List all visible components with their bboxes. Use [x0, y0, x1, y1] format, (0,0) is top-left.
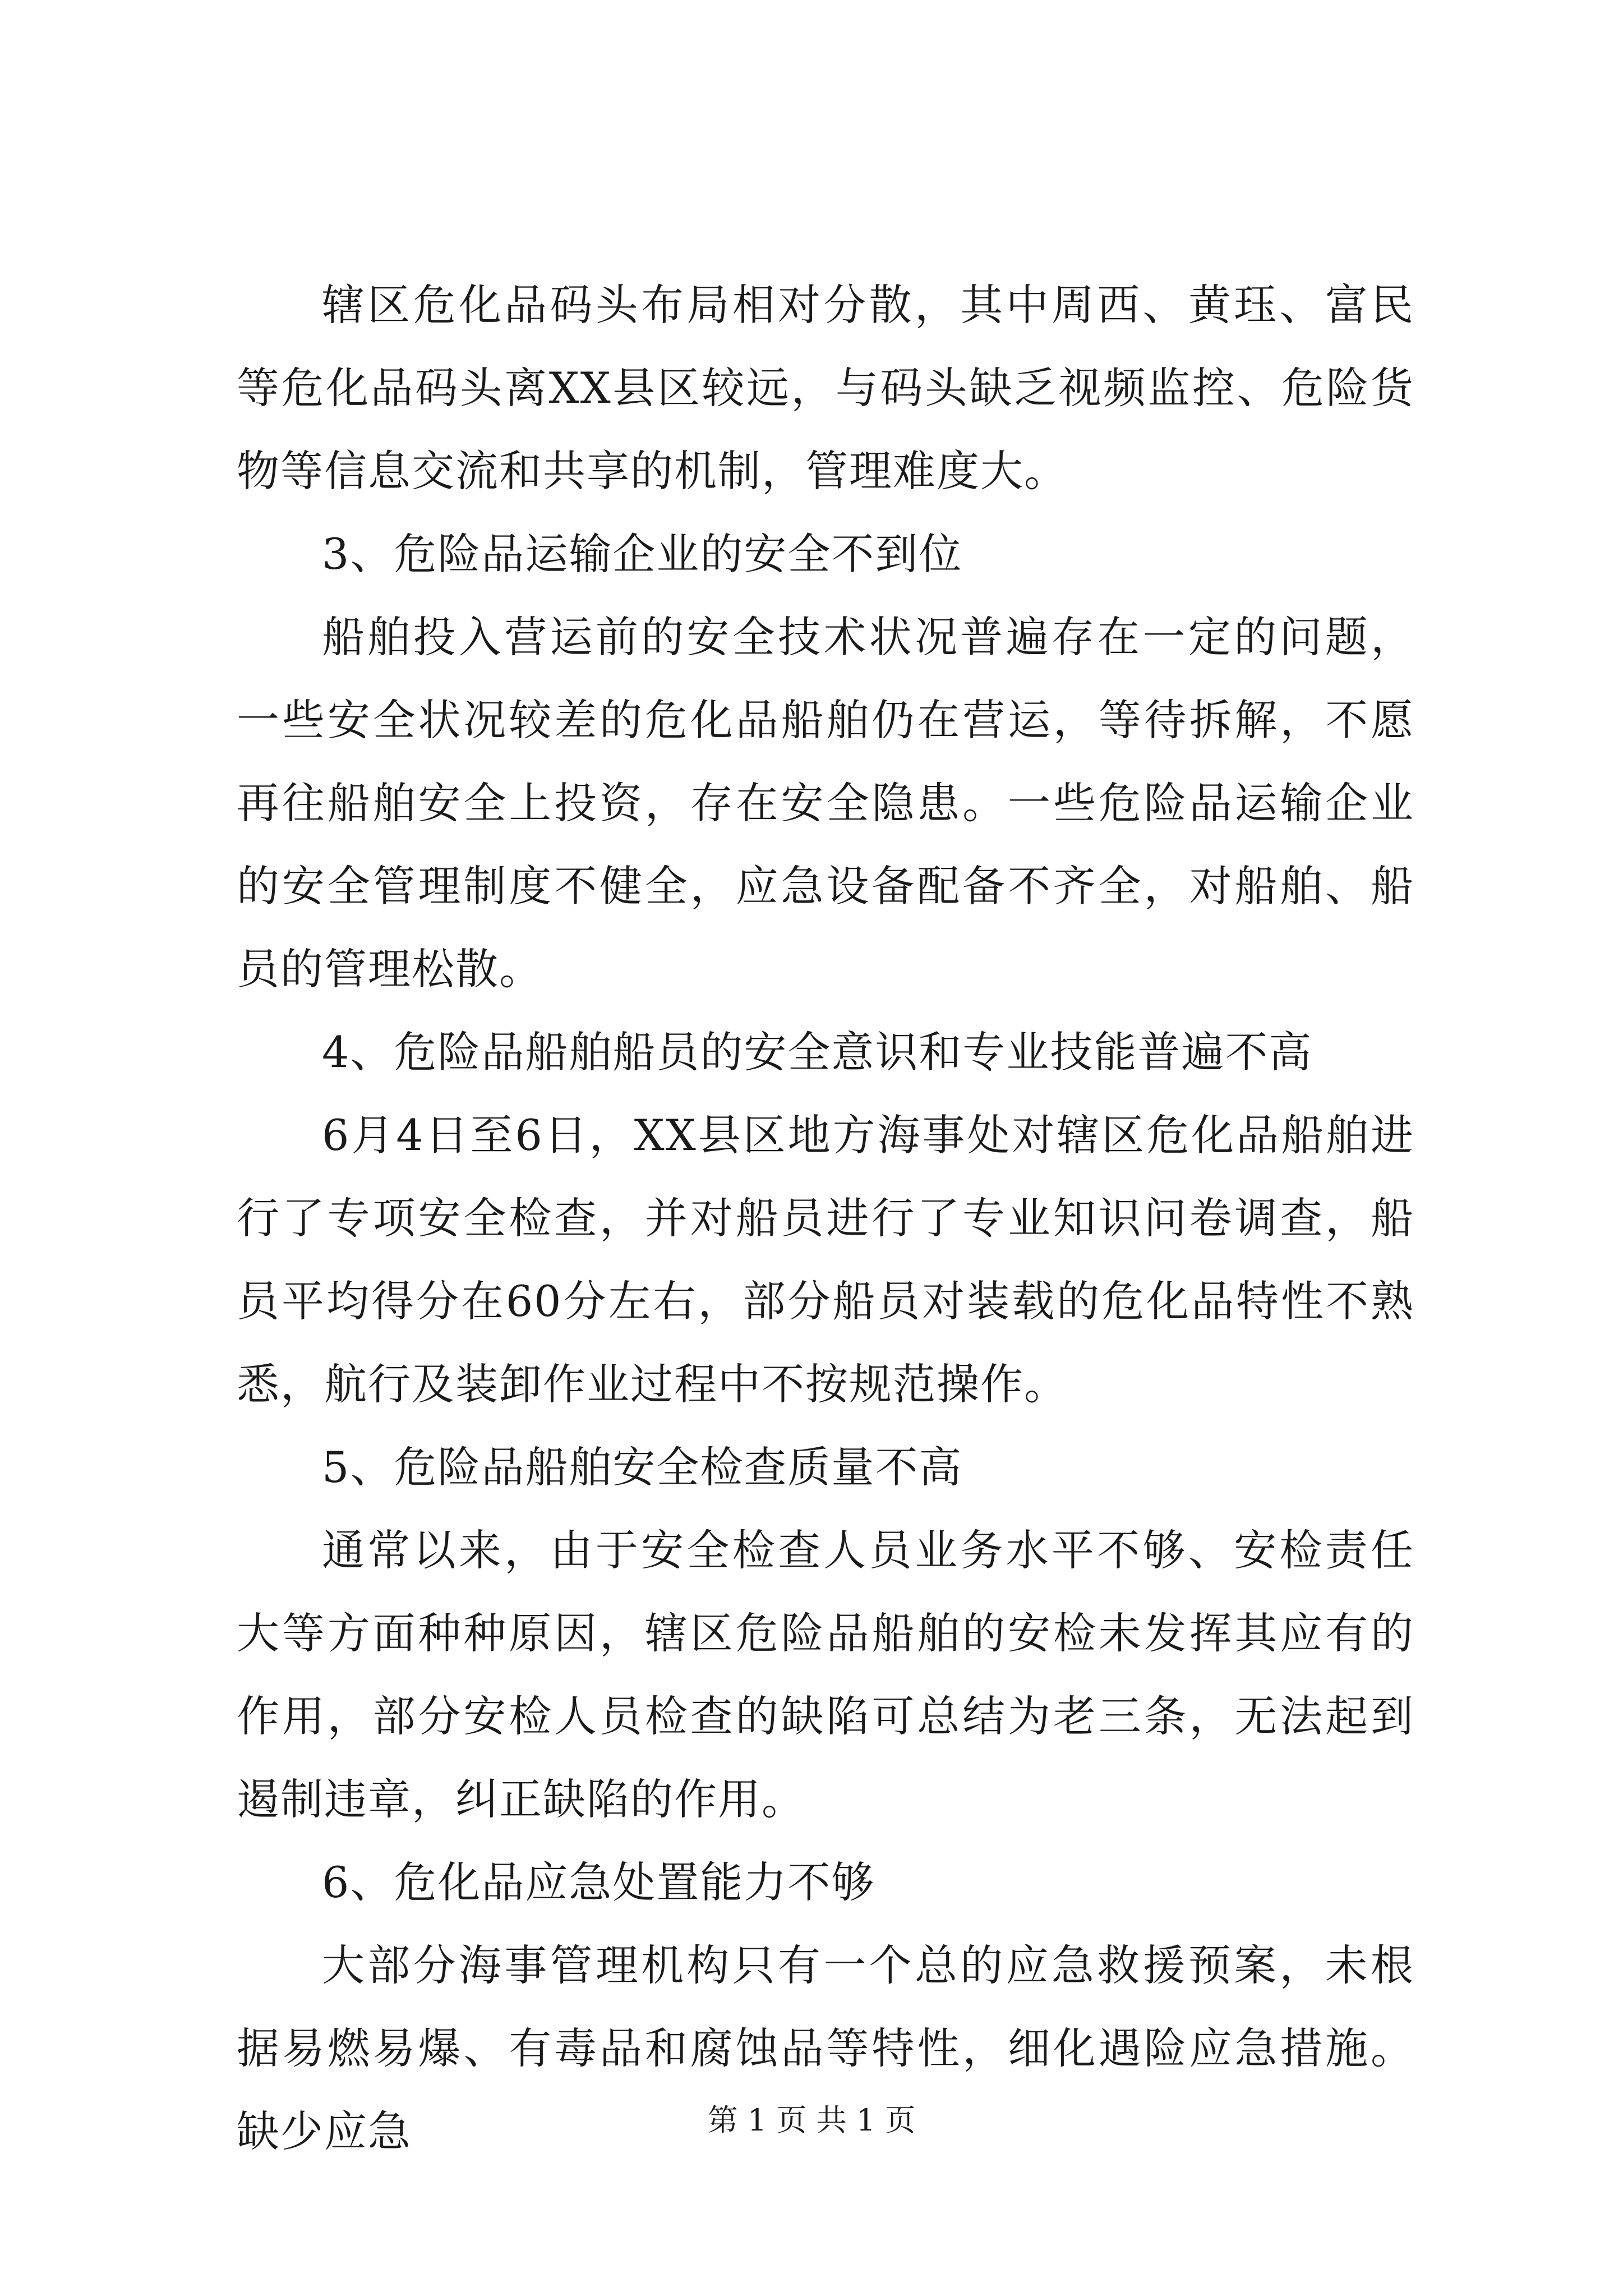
- heading-inspection-quality: 5、危险品船舶安全检查质量不高: [322, 1442, 963, 1492]
- paragraph-crew-awareness: 6月4日至6日，XX县区地方海事处对辖区危化品船舶进行了专项安全检查，并对船员进行了专业知识问卷调查，船员平均得分在60分左右，部分船员对装载的危化品特性不熟悉，航行及装卸作业过程中不按规范操作。: [237, 1110, 1414, 1409]
- page-footer: 第 1 页 共 1 页: [707, 2102, 916, 2138]
- heading-emergency-capacity: 6、危化品应急处置能力不够: [322, 1857, 875, 1907]
- paragraph-emergency-capacity: 大部分海事管理机构只有一个总的应急救援预案，未根据易燃易爆、有毒品和腐蚀品等特性，细化遇险应急措施。缺少应急: [237, 1940, 1414, 2156]
- heading-transport-safety: 3、危险品运输企业的安全不到位: [322, 529, 963, 579]
- paragraph-inspection-quality: 通常以来，由于安全检查人员业务水平不够、安检责任大等方面种种原因，辖区危险品船舶的安检未发挥其应有的作用，部分安检人员检查的缺陷可总结为老三条，无法起到遏制违章，纠正缺陷的作用。: [237, 1525, 1414, 1824]
- document-body: [237, 264, 1414, 2173]
- paragraph-transport-safety: 船舶投入营运前的安全技术状况普遍存在一定的问题，一些安全状况较差的危化品船舶仍在营运，等待拆解，不愿再往船舶安全上投资，存在安全隐患。一些危险品运输企业的安全管理制度不健全，应急设备配备不齐全，对船舶、船员的管理松散。: [237, 612, 1414, 994]
- paragraph-terminal-layout: 辖区危化品码头布局相对分散，其中周西、黄珏、富民等危化品码头离XX县区较远，与码头缺乏视频监控、危险货物等信息交流和共享的机制，管理难度大。: [237, 280, 1414, 496]
- heading-crew-awareness: 4、危险品船舶船员的安全意识和专业技能普遍不高: [322, 1027, 1313, 1077]
